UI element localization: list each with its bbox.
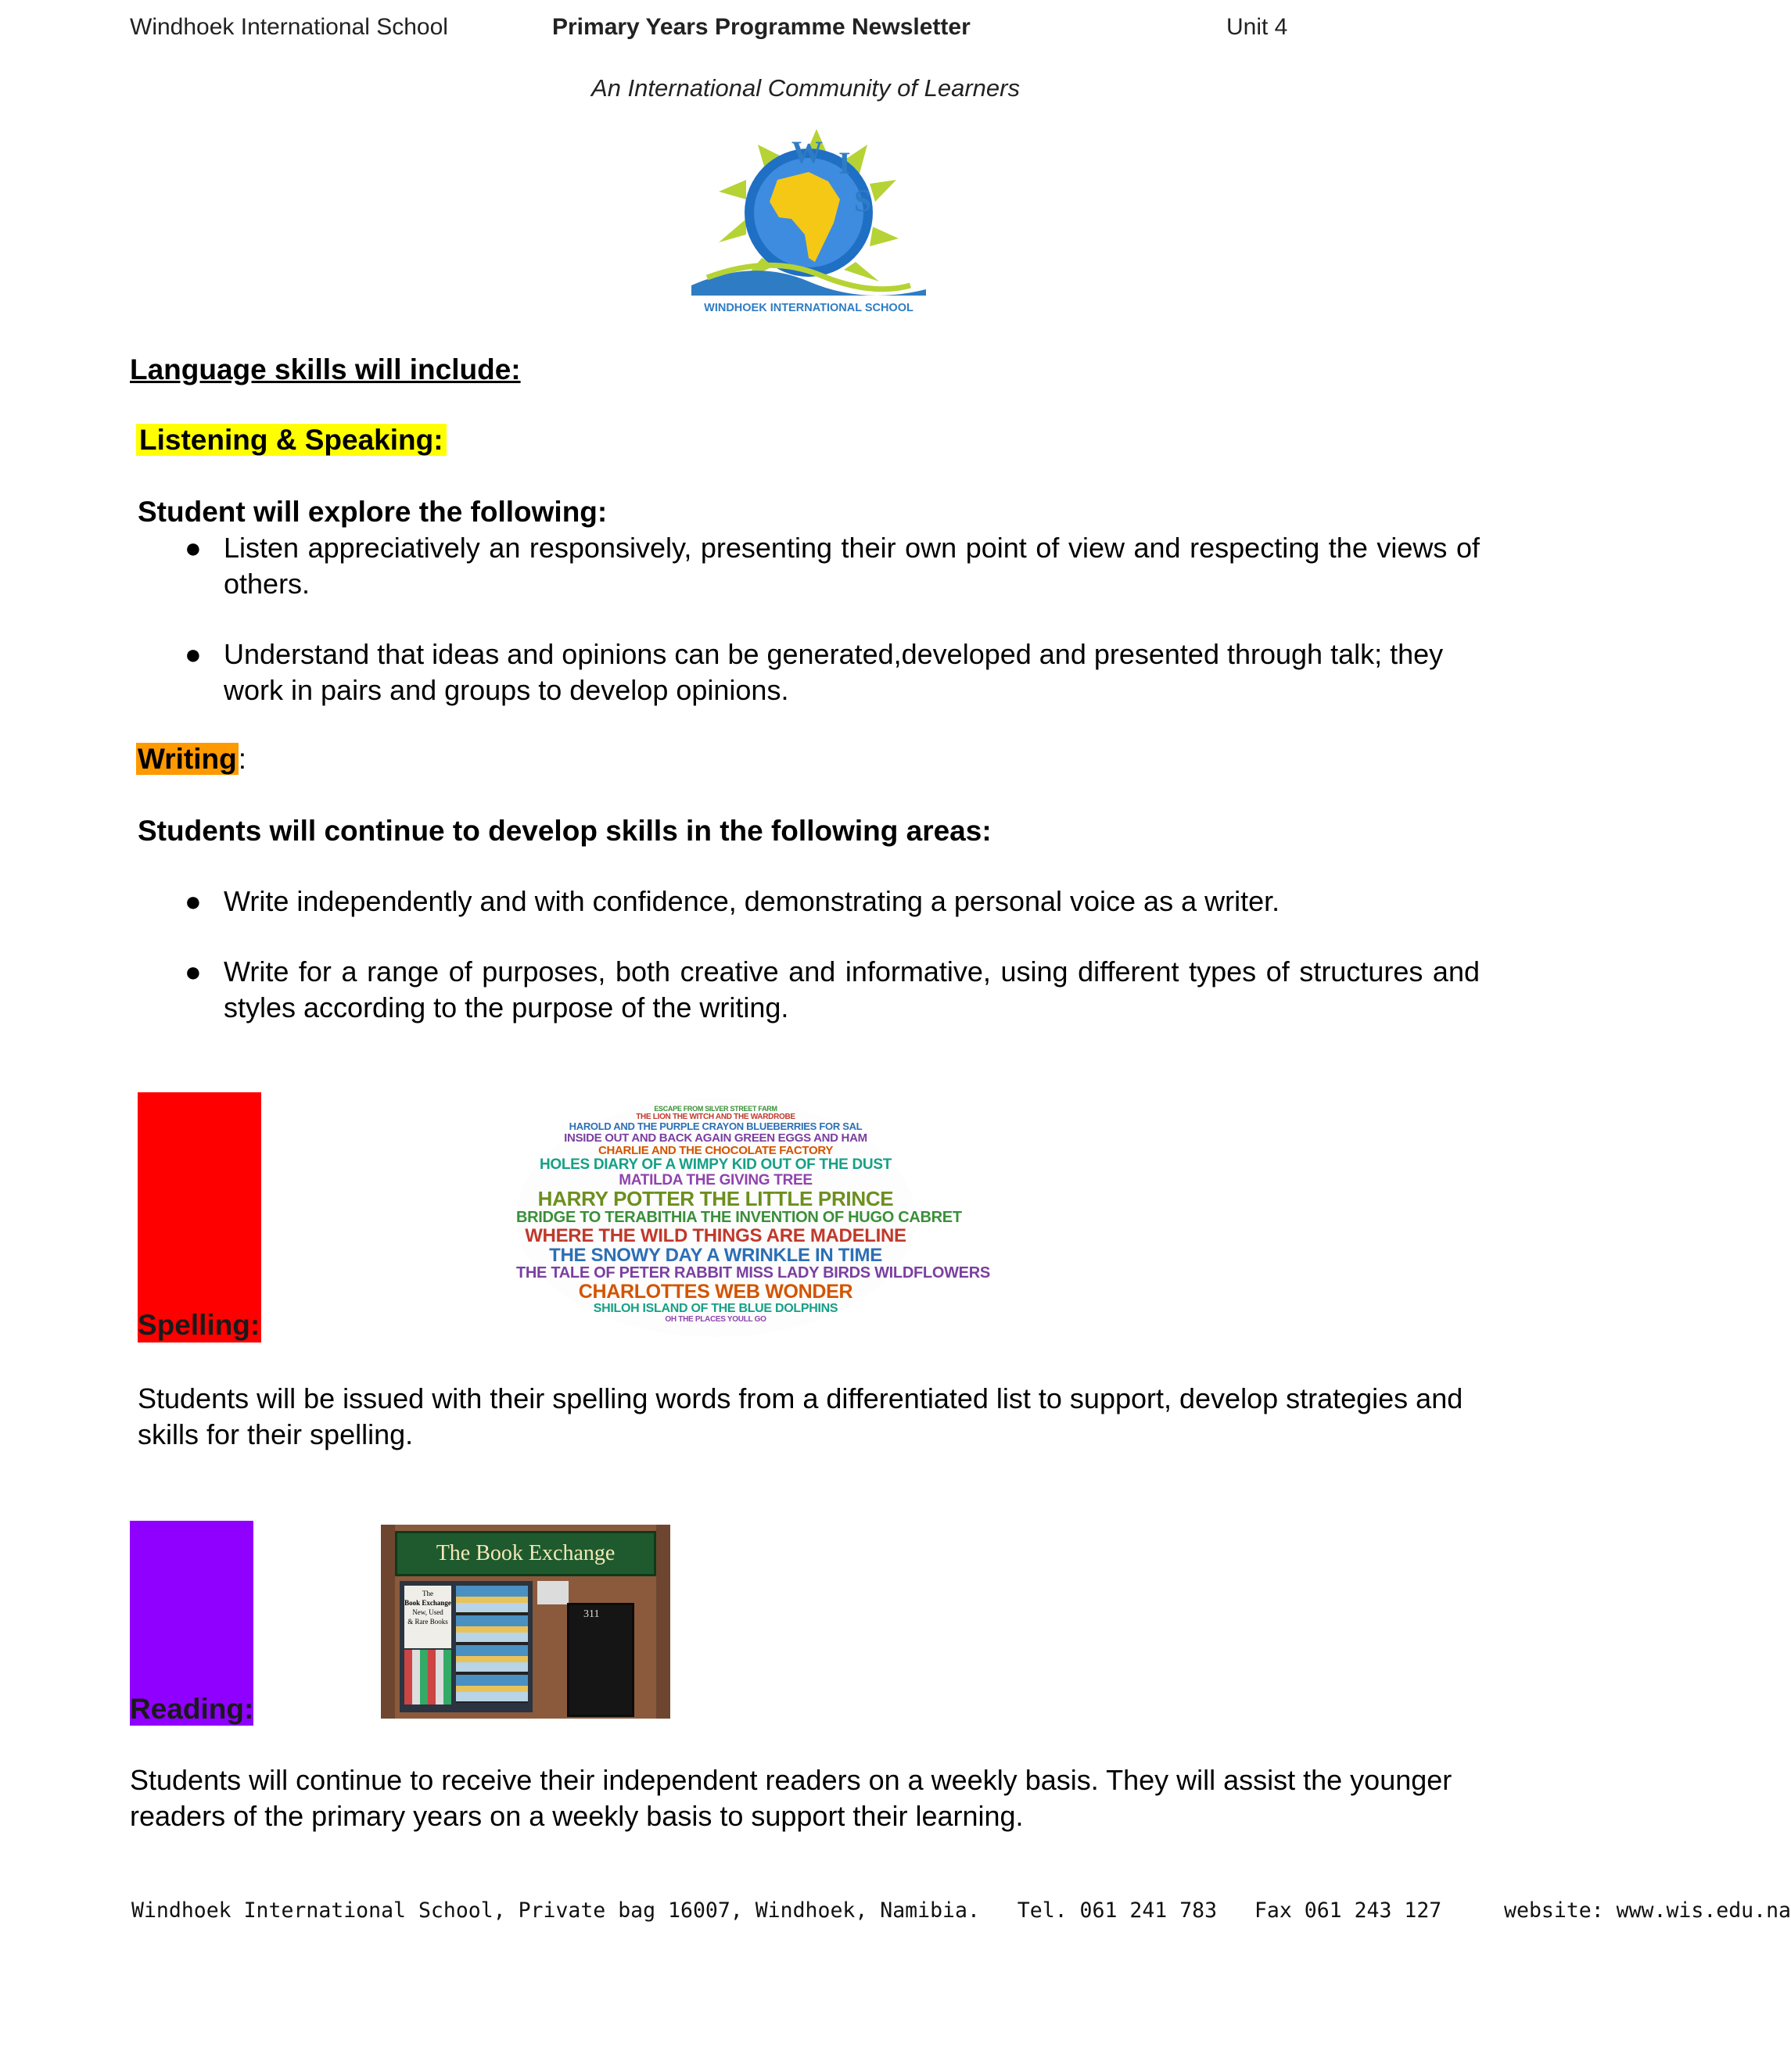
word-cloud-line: HOLES DIARY OF A WIMPY KID OUT OF THE DUST <box>539 1156 892 1173</box>
listening-section-label <box>136 424 447 457</box>
writing-bullet-list <box>138 884 1480 1026</box>
header-newsletter-title: Primary Years Programme Newsletter <box>552 14 971 40</box>
list-item <box>138 884 1480 919</box>
word-cloud-line: THE LION THE WITCH AND THE WARDROBE <box>636 1113 795 1121</box>
tagline: An International Community of Learners <box>591 74 1020 102</box>
logo-letter-w: W <box>791 134 823 170</box>
spelling-color-block <box>138 1092 261 1342</box>
school-logo-graphic <box>691 125 926 317</box>
photo-brick-right <box>656 1525 670 1719</box>
word-cloud-line: ESCAPE FROM SILVER STREET FARM <box>654 1105 777 1113</box>
word-cloud-line: THE TALE OF PETER RABBIT MISS LADY BIRDS WILDFLOWERS <box>516 1264 990 1282</box>
bookstore-door <box>567 1603 634 1717</box>
window-text-2: Book Exchange <box>404 1599 451 1607</box>
word-cloud-line: MATILDA THE GIVING TREE <box>619 1172 813 1188</box>
list-item <box>138 530 1480 602</box>
word-cloud-line: OH THE PLACES YOULL GO <box>665 1315 766 1324</box>
logo-letter-s: S <box>854 183 872 218</box>
door-number: 311 <box>583 1608 600 1620</box>
reading-text: Students will continue to receive their independent readers on a weekly basis. They will assist the younger readers of the primary years on a weekly basis to support their learning. <box>130 1764 1452 1832</box>
bookstore-window <box>400 1581 533 1712</box>
spelling-text: Students will be issued with their spelling words from a differentiated list to support, develop strategies and skills for their spelling. <box>138 1382 1463 1450</box>
word-cloud-line: CHARLIE AND THE CHOCOLATE FACTORY <box>598 1144 834 1157</box>
writing-bullet-1: Write independently and with confidence, demonstrating a personal voice as a writer. <box>224 885 1280 917</box>
bookstore-sign: The Book Exchange <box>395 1531 656 1576</box>
writing-label-colon: : <box>238 743 247 775</box>
listening-bullet-list <box>138 530 1480 708</box>
header-school-name: Windhoek International School <box>130 14 448 40</box>
bullet-icon: ● <box>185 955 202 988</box>
footer <box>131 1898 1791 1923</box>
writing-subheading: Students will continue to develop skills in the following areas: <box>138 815 992 847</box>
reading-label: Reading: <box>130 1693 254 1725</box>
school-logo <box>691 125 926 317</box>
writing-label: Writing <box>138 743 237 775</box>
photo-brick-left <box>381 1525 395 1719</box>
bullet-icon: ● <box>185 638 202 670</box>
word-cloud-line: HARRY POTTER THE LITTLE PRINCE <box>537 1187 894 1210</box>
listening-bullet-1: Listen appreciatively an responsively, presenting their own point of view and respecting the views of others. <box>224 532 1480 600</box>
bullet-icon: ● <box>185 885 202 917</box>
bookstore-photo <box>381 1525 670 1719</box>
window-text-3: New, Used <box>412 1608 443 1616</box>
word-cloud-line: WHERE THE WILD THINGS ARE MADELINE <box>525 1225 906 1246</box>
window-text-4: & Rare Books <box>407 1618 448 1626</box>
window-book-display <box>456 1586 528 1703</box>
window-poster <box>404 1586 451 1648</box>
footer-fax: Fax 061 243 127 <box>1254 1898 1442 1923</box>
bullet-icon: ● <box>185 532 202 564</box>
footer-website: website: www.wis.edu.na <box>1504 1898 1791 1923</box>
spelling-label: Spelling: <box>138 1309 260 1341</box>
list-item <box>138 636 1480 708</box>
listening-subheading: Student will explore the following: <box>138 496 608 528</box>
writing-bullet-2: Write for a range of purposes, both creative and informative, using different types of structures and styles according to the purpose of the writing. <box>224 955 1480 1023</box>
language-heading: Language skills will include: <box>130 353 521 385</box>
window-text-1: The <box>422 1590 433 1597</box>
word-cloud-line: SHILOH ISLAND OF THE BLUE DOLPHINS <box>593 1302 838 1315</box>
listening-label: Listening & Speaking: <box>136 424 447 456</box>
header-unit: Unit 4 <box>1226 14 1288 40</box>
footer-address: Windhoek International School, Private bag 16007, Windhoek, Namibia. <box>131 1898 980 1923</box>
writing-section-label <box>136 743 246 776</box>
word-cloud-line: CHARLOTTES WEB WONDER <box>578 1281 853 1303</box>
word-cloud-lines <box>516 1105 990 1324</box>
logo-letter-i: I <box>838 145 851 181</box>
word-cloud-line: HAROLD AND THE PURPLE CRAYON BLUEBERRIES FOR SAL <box>569 1120 863 1132</box>
word-cloud-line: BRIDGE TO TERABITHIA THE INVENTION OF HUGO CABRET <box>516 1209 962 1226</box>
air-conditioner <box>537 1581 569 1604</box>
listening-bullet-2: Understand that ideas and opinions can be generated,developed and presented through talk; they work in pairs and groups to develop opinions. <box>224 638 1444 706</box>
word-cloud-line: THE SNOWY DAY A WRINKLE IN TIME <box>549 1245 882 1266</box>
book-title-word-cloud <box>516 1099 990 1337</box>
list-item <box>138 954 1480 1026</box>
word-cloud-line: INSIDE OUT AND BACK AGAIN GREEN EGGS AND HAM <box>564 1131 867 1145</box>
window-book-stack <box>404 1650 451 1705</box>
footer-tel: Tel. 061 241 783 <box>1017 1898 1218 1923</box>
logo-caption: WINDHOEK INTERNATIONAL SCHOOL <box>704 302 913 314</box>
